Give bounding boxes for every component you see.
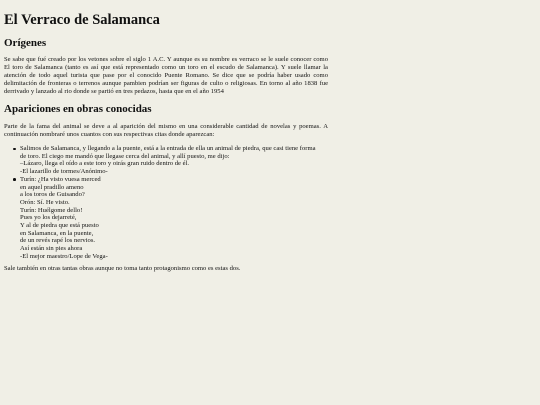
quote-line: Orón: Sí. He visto. [20,198,70,206]
quote-line: Pues yo los dejarreté, [20,214,77,222]
quote-line: –Lázaro, llega el oído a este toro y oirás gran ruido dentro de él. [20,160,189,168]
quote-line: en aquel pradillo ameno [20,183,84,191]
quote-line: Turín: ¿Ha visto vuesa merced [20,175,101,183]
quote-attribution: -El lazarillo de tormes/Anónimo- [20,168,108,176]
quote-item-lope-de-vega [4,176,328,261]
quote-line: a los toros de Guisando? [20,191,85,199]
quote-item-lazarillo [4,145,328,176]
quote-line: de un revés rapé los nervios. [20,237,96,245]
quotes-list [4,145,328,261]
quote-line: de toro. El ciego me mandó que llegase cerca del animal, y allí puesto, me dijo: [20,152,230,160]
apariciones-intro-paragraph: Parte de la fama del animal se deve a al aparición del mismo en una considerable cantidad de novelas y poemas. A continuación nombraré unos cuantos con sus respectivas citas donde aparezcan: [4,123,328,138]
section-heading-apariciones: Apariciones en obras conocidas [4,103,152,115]
quote-line: Turín: Huélgome dello! [20,206,83,214]
quote-line: Así están sin pies ahora [20,245,83,253]
page-title: El Verraco de Salamanca [4,12,160,28]
quote-attribution: -El mejor maestro/Lope de Vega- [20,252,108,260]
closing-paragraph: Sale también en otras tantas obras aunque no toma tanto protagonismo como es estas dos. [4,265,241,272]
quote-line: en Salamanca, en la puente, [20,229,94,237]
quote-line: Y al de piedra que está puesto [20,222,99,230]
section-heading-origenes: Orígenes [4,37,47,49]
origenes-paragraph: Se sabe que fué creado por los vetones sobre el siglo 1 A.C. Y aunque es su nombre es verraco se le suele conocer como El toro de Salamanca (tanto es así que está representado como un toro en el escudo de Salamanca). Y suele llamar la atención de todo aquel turista que pase por el conocido Puente Romano. Se dice que se podría haber usado como delimitación de fronteras o terrenos aunque pambien podrían ser figuras de culto o religiosas. En torno al año 1838 fue derrivado y lanzado al rio donde se partió en tres pedazos, hasta que en el año 1954 [4,56,328,95]
quote-line: Salimos de Salamanca, y llegando a la puente, está a la entrada de ella un animal de piedra, que casi tiene forma [20,145,316,152]
